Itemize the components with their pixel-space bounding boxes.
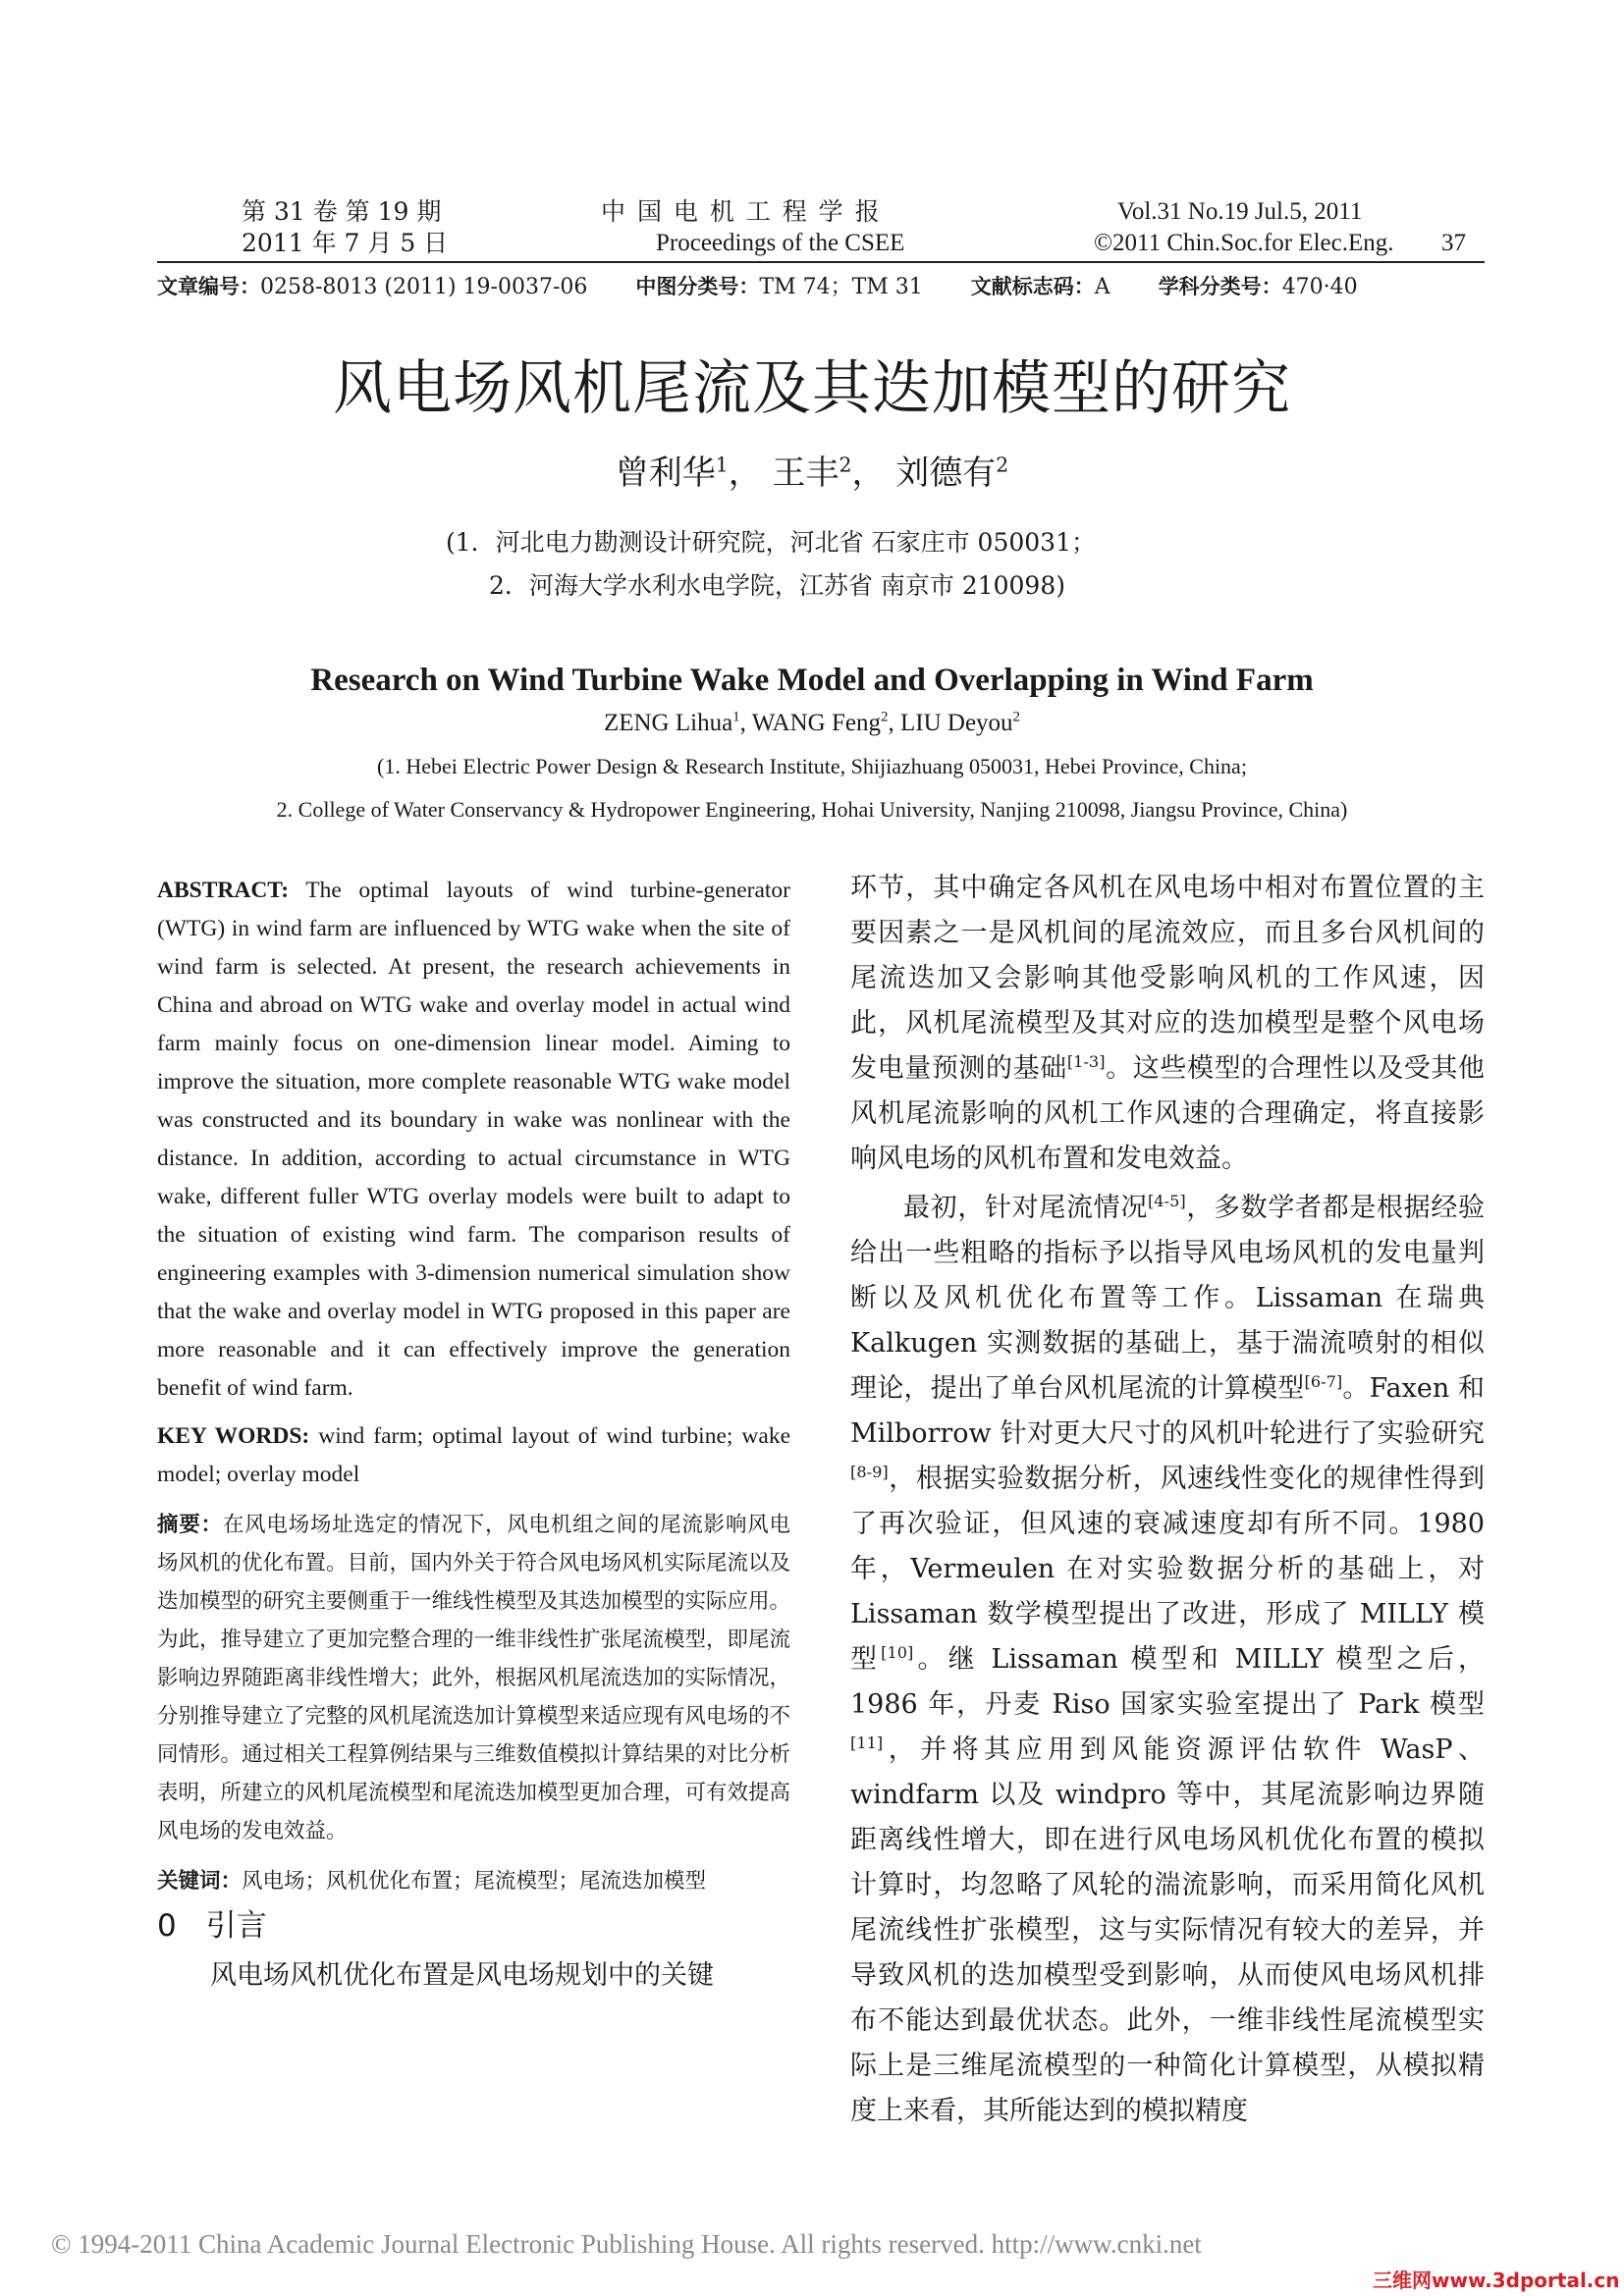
article-meta xyxy=(157,271,1485,303)
author-name: 刘德有 xyxy=(895,454,997,493)
right-column xyxy=(850,866,1485,2134)
meta-label: 中图分类号： xyxy=(635,275,760,298)
body-text: ，根据实验数据分析，风速线性变化的规律性得到了再次验证，但风速的衰减速度却有所不同。1980 年，Vermeulen 在对实验数据分析的基础上，对 Lissaman 数学模型提出了改进，形成了 MILLY 模型 xyxy=(850,1464,1485,1675)
body-text: ，并将其应用到风能资源评估软件 WasP、windfarm 以及 windpro 等中，其尾流影响边界随距离线性增大，即在进行风电场风机优化布置的模拟计算时，均忽略了风轮的湍流影响，而采用简化风机尾流线性扩张模型，这与实际情况有较大的差异，并导致风机的迭加模型受到影响，从而使风电场风机排布不能达到最优状态。此外，一维非线性尾流模型实际上是三维尾流模型的一种简化计算模型，从模拟精度上来看，其所能达到的模拟精度 xyxy=(850,1735,1485,2126)
page-title-en: Research on Wind Turbine Wake Model and Overlapping in Wind Farm xyxy=(310,663,1314,698)
citation: [11] xyxy=(850,1734,884,1752)
citation: [10] xyxy=(881,1643,914,1662)
citation: [8-9] xyxy=(850,1463,889,1481)
author-name: 曾利华 xyxy=(615,454,716,493)
meta-label: 文章编号： xyxy=(157,275,260,298)
meta-label: 文献标志码： xyxy=(970,275,1095,298)
meta-label: 学科分类号： xyxy=(1158,275,1282,298)
watermark: 三维网www.3dportal.cn xyxy=(1373,2269,1620,2292)
author-affil-mark: 1 xyxy=(715,453,729,477)
header-journal-en: Proceedings of the CSEE xyxy=(656,230,905,256)
author-affil-mark: 1 xyxy=(732,709,740,725)
header-date-cn: 2011 年 7 月 5 日 xyxy=(242,229,449,257)
authors-cn: 曾利华$^1$， 王丰$^2$， 刘德有$^2$ xyxy=(615,453,1009,493)
body-text: ，多数学者都是根据经验给出一些粗略的指标予以指导风电场风机的发电量判断以及风机优化布置等工作。Lissaman 在瑞典 Kalkugen 实测数据的基础上，基于湍流喷射的相似理论，提出了单台风机尾流的计算模型 xyxy=(850,1193,1486,1404)
meta-value: TM 74；TM 31 xyxy=(759,275,923,299)
header-volume-issue: 第 31 卷 第 19 期 xyxy=(242,197,442,226)
author-affil-mark: 2 xyxy=(996,453,1009,477)
meta-value: 470·40 xyxy=(1281,275,1358,299)
citation: [4-5] xyxy=(1147,1192,1186,1210)
author-name: 王丰 xyxy=(772,454,839,493)
page-number: 37 xyxy=(1441,230,1466,256)
affiliation-en-2: 2. College of Water Conservancy & Hydropower Engineering, Hohai University, Nanjing 210098, Jiangsu Province, China) xyxy=(276,797,1348,822)
section-heading xyxy=(157,1904,790,1948)
affiliation-cn-1: (1．河北电力勘测设计研究院，河北省 石家庄市 050031； xyxy=(446,528,1096,557)
affiliation-cn-2: 2．河海大学水利水电学院，江苏省 南京市 210098) xyxy=(489,571,1065,600)
header-vol-en: Vol.31 No.19 Jul.5, 2011 xyxy=(1117,198,1363,225)
author-name: ZENG Lihua xyxy=(603,710,733,736)
author-affil-mark: 2 xyxy=(880,709,889,725)
abstract-cn xyxy=(157,1506,790,1850)
citation: [6-7] xyxy=(1304,1372,1343,1391)
left-column xyxy=(157,872,790,1999)
body-text: 环节，其中确定各风机在风电场中相对布置位置的主要因素之一是风机间的尾流效应，而且多台风机间的尾流迭加又会影响其他受影响风机的工作风速，因此，风机尾流模型及其对应的迭加模型是整个风电场发电量预测的基础 xyxy=(850,873,1485,1084)
author-affil-mark: 2 xyxy=(1012,709,1021,725)
body-text: 最初，针对尾流情况 xyxy=(903,1193,1148,1223)
meta-value: 0258-8013 (2011) 19-0037-06 xyxy=(260,275,588,299)
authors-en: ZENG Lihua$^1$, WANG Feng$^2$, LIU Deyou$^2$ xyxy=(603,709,1021,736)
affiliation-en-1: (1. Hebei Electric Power Design & Research Institute, Shijiazhuang 050031, Hebei Province, China; xyxy=(377,754,1247,778)
section-number: 0 xyxy=(157,1908,177,1944)
abstract-en-label: ABSTRACT: xyxy=(157,878,290,903)
abstract-cn-label: 摘要： xyxy=(157,1513,223,1537)
abstract-cn-text: 在风电场场址选定的情况下，风电机组之间的尾流影响风电场风机的优化布置。目前，国内外关于符合风电场风机实际尾流以及迭加模型的研究主要侧重于一维线性模型及其迭加模型的实际应用。为此，推导建立了更加完整合理的一维非线性扩张尾流模型，即尾流影响边界随距离非线性增大；此外，根据风机尾流迭加的实际情况，分别推导建立了完整的风机尾流迭加计算模型来适应现有风电场的不同情形。通过相关工程算例结果与三维数值模拟计算结果的对比分析表明，所建立的风机尾流模型和尾流迭加模型更加合理，可有效提高风电场的发电效益。 xyxy=(157,1513,791,1843)
abstract-en-text: The optimal layouts of wind turbine-generator (WTG) in wind farm are influenced by WTG wake when the site of wind farm is selected. At present, the research achievements in China and abroad on WTG wake and overlay model in actual wind farm mainly focus on one-dimension linear model. Aiming to improve the situation, more complete reasonable WTG wake model was constructed and its boundary in wake was nonlinear with the distance. In addition, according to actual circumstance in WTG wake, different fuller WTG overlay models were built to adapt to the situation of existing wind farm. The comparison results of engineering examples with 3-dimension numerical simulation show that the wake and overlay model in WTG proposed in this paper are more reasonable and it can effectively improve the generation benefit of wind farm. xyxy=(157,878,790,1401)
citation: [1-3] xyxy=(1066,1052,1106,1071)
abstract-en xyxy=(157,872,790,1408)
body-paragraph xyxy=(850,866,1485,1182)
header-copyright: ©2011 Chin.Soc.for Elec.Eng. xyxy=(1094,230,1394,256)
body-text: 。继 Lissaman 模型和 MILLY 模型之后，1986 年，丹麦 Riso 国家实验室提出了 Park 模型 xyxy=(850,1644,1486,1720)
section-title: 引言 xyxy=(205,1908,267,1944)
header-journal-cn: 中 国 电 机 工 程 学 报 xyxy=(601,197,882,226)
header-rule xyxy=(157,261,1485,263)
author-affil-mark: 2 xyxy=(839,453,852,477)
meta-value: A xyxy=(1094,275,1110,299)
author-name: WANG Feng xyxy=(751,710,881,736)
body-text: 。Faxen 和 Milborrow 针对更大尺寸的风机叶轮进行了实验研究 xyxy=(850,1373,1485,1449)
keywords-en-text: wind farm; optimal layout of wind turbine; wake model; overlay model xyxy=(157,1423,791,1487)
body-paragraph xyxy=(850,1186,1485,2134)
author-name: LIU Deyou xyxy=(899,710,1013,736)
intro-first-line: 风电场风机优化布置是风电场规划中的关键 xyxy=(210,1960,714,1991)
keywords-cn xyxy=(157,1862,790,1900)
page-footer: © 1994-2011 China Academic Journal Electronic Publishing House. All rights reserved. http://www.cnki.net xyxy=(51,2229,1202,2259)
page-title-cn: 风电场风机尾流及其迭加模型的研究 xyxy=(333,354,1291,423)
keywords-en xyxy=(157,1417,790,1494)
keywords-cn-label: 关键词： xyxy=(157,1869,243,1894)
keywords-en-label: KEY WORDS: xyxy=(157,1423,310,1449)
keywords-cn-text: 风电场；风机优化布置；尾流模型；尾流迭加模型 xyxy=(242,1869,707,1894)
body-text: 。这些模型的合理性以及受其他风机尾流影响的风机工作风速的合理确定，将直接影响风电场的风机布置和发电效益。 xyxy=(850,1053,1486,1174)
